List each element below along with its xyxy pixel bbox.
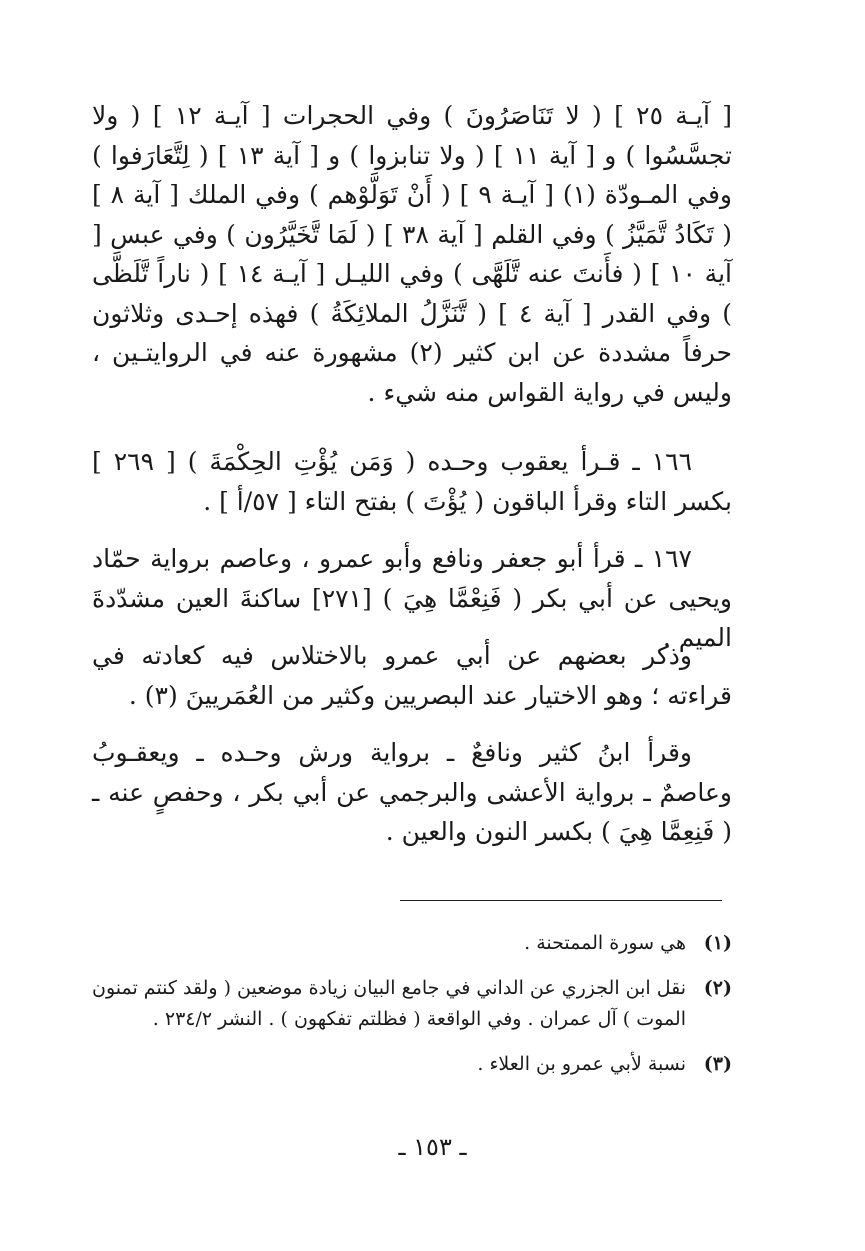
- paragraph-text: ١٦٦ ـ قـرأ يعقوب وحـده ( وَمَن يُؤْتِ الحِكْمَةَ ) [ ٢٦٩ ] بكسر التاء وقرأ الباقون ( يُؤْتَ ) بفتح التاء [ ٥٧/أ ] .: [92, 447, 732, 516]
- footnote-number: (١): [703, 932, 732, 954]
- footnote-item: [92, 1049, 732, 1080]
- paragraph-quran-verses-list: [92, 96, 732, 412]
- page-number: ـ ١٥٣ ـ: [398, 1133, 467, 1161]
- footnote-text: نسبة لأبي عمرو بن العلاء .: [477, 1053, 686, 1075]
- footnote-text: هي سورة الممتحنة .: [524, 932, 686, 954]
- paragraph-ikhtilas-note: [92, 636, 732, 715]
- paragraph-text: [ آيـة ٢٥ ] ( لا تَنَاصَرُونَ ) وفي الحجرات [ آيـة ١٢ ] ( ولا تجسَّسُوا ) و [ آية ١١ ] ( ولا تنابزوا ) و [ آية ١٣ ] ( لِتَّعَارَفوا ) وفي المـودّة (١) [ آيـة ٩ ] ( أَنْ تَوَلَّوْهم ) وفي الملك [ آية ٨ ] ( تَكَادُ تَّمَيَّزُ ) وفي القلم [ آية ٣٨ ] ( لَمَا تَّخَيَّرُون ) وفي عبس [ آية ١٠ ] ( فأَنتَ عنه تَّلَهَّى ) وفي الليـل [ آيـة ١٤ ] ( ناراً تَّلَظَّى ) وفي القدر [ آية ٤ ] ( تَّنَزَّلُ الملائِكَةُ ) فهذه إحـدى وثلاثون حرفاً مشددة عن ابن كثير (٢) مشهورة عنه في الروايتـين ، وليس في رواية القواس منه شيء .: [92, 101, 733, 407]
- paragraph-other-readings: [92, 733, 732, 852]
- footnote-item: [92, 928, 732, 959]
- paragraph-text: وذكر بعضهم عن أبي عمرو بالاختلاس فيه كعادته في قراءته ؛ وهو الاختيار عند البصريين وكثير من العُمَريينَ (٣) .: [92, 641, 732, 710]
- footnote-number: (٢): [703, 977, 732, 999]
- footnote-divider: [400, 900, 722, 901]
- footnote-item: [92, 973, 732, 1035]
- paragraph-entry-166: [92, 442, 732, 521]
- paragraph-text: ١٦٧ ـ قرأ أبو جعفر ونافع وأبو عمرو ، وعاصم برواية حمّاد ويحيى عن أبي بكر ( فَنِعْمَّا هِيَ ) [٢٧١] ساكنةَ العين مشدّدةَ الميم .: [92, 544, 732, 652]
- paragraph-text: وقرأ ابنُ كثير ونافعٌ ـ برواية ورش وحـده ـ ويعقـوبُ وعاصمٌ ـ برواية الأعشى والبرجمي عن أبي بكر ، وحفصٍ عنه ـ ( فَنِعِمَّا هِيَ ) بكسر النون والعين .: [92, 738, 732, 846]
- footnotes-section: [92, 928, 732, 1094]
- footnote-number: (٣): [703, 1053, 732, 1075]
- footnote-text: نقل ابن الجزري عن الداني في جامع البيان زيادة موضعين ( ولقد كنتم تمنون الموت ) آل عمران . وفي الواقعة ( فظلتم تفكهون ) . النشر ٢٣٤/٢ .: [91, 977, 686, 1030]
